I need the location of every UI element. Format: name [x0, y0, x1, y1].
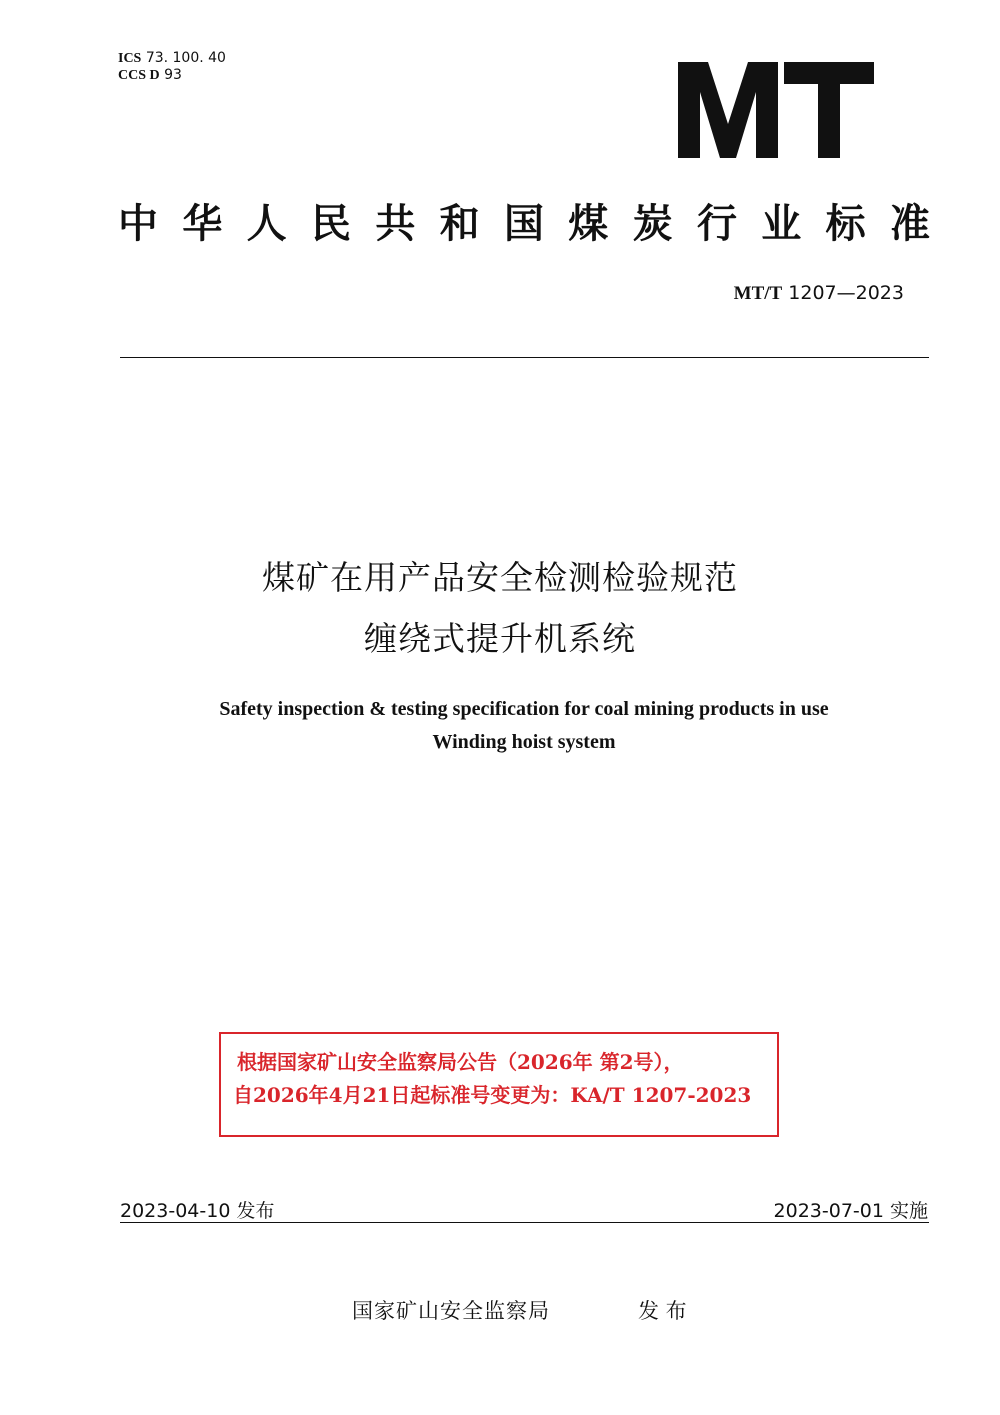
- category-char: 人: [246, 200, 287, 247]
- header-divider: [120, 357, 929, 358]
- category-char: 标: [825, 200, 866, 247]
- ccs-value: 93: [164, 67, 182, 83]
- title-en-line1: Safety inspection & testing specification for coal mining products in use: [219, 698, 829, 720]
- notice-line1: 根据国家矿山安全监察局公告（2026年 第2号），: [237, 1050, 684, 1074]
- mt-logo: [678, 62, 874, 158]
- title-cn-line2: 缠绕式提升机系统: [364, 619, 636, 658]
- category-char: 国: [503, 200, 544, 247]
- category-char: 煤: [568, 200, 609, 247]
- standard-prefix: MT/T: [733, 283, 783, 304]
- category-char: 中: [118, 200, 158, 247]
- category-char: 华: [182, 200, 223, 247]
- ics-key: ICS: [118, 51, 142, 66]
- category-char: 和: [439, 200, 480, 247]
- category-char: 炭: [632, 200, 673, 247]
- standard-code: 1207—2023: [788, 282, 904, 304]
- issue-date: 2023-04-10 发布: [120, 1200, 275, 1222]
- category-char: 行: [696, 200, 737, 247]
- notice-line2: 自2026年4月21日起标准号变更为：KA/T 1207-2023: [233, 1083, 752, 1107]
- title-cn-line1: 煤矿在用产品安全检测检验规范: [262, 558, 738, 597]
- implement-date: 2023-07-01 实施: [773, 1200, 928, 1222]
- ics-code: [118, 50, 226, 67]
- category-title: [118, 190, 930, 250]
- category-char: 准: [889, 200, 930, 247]
- category-char: 业: [761, 200, 802, 247]
- category-char: 民: [310, 200, 351, 247]
- footer-divider: [120, 1222, 929, 1223]
- ccs-key: CCS D: [118, 68, 160, 83]
- title-en-line2: Winding hoist system: [432, 731, 616, 753]
- category-char: 共: [375, 200, 416, 247]
- ics-value: 73. 100. 40: [145, 50, 226, 66]
- ccs-code: [118, 67, 182, 84]
- issuer-action: 发 布: [638, 1299, 687, 1323]
- standard-number: [734, 282, 904, 305]
- issuer-name: 国家矿山安全监察局: [352, 1299, 550, 1323]
